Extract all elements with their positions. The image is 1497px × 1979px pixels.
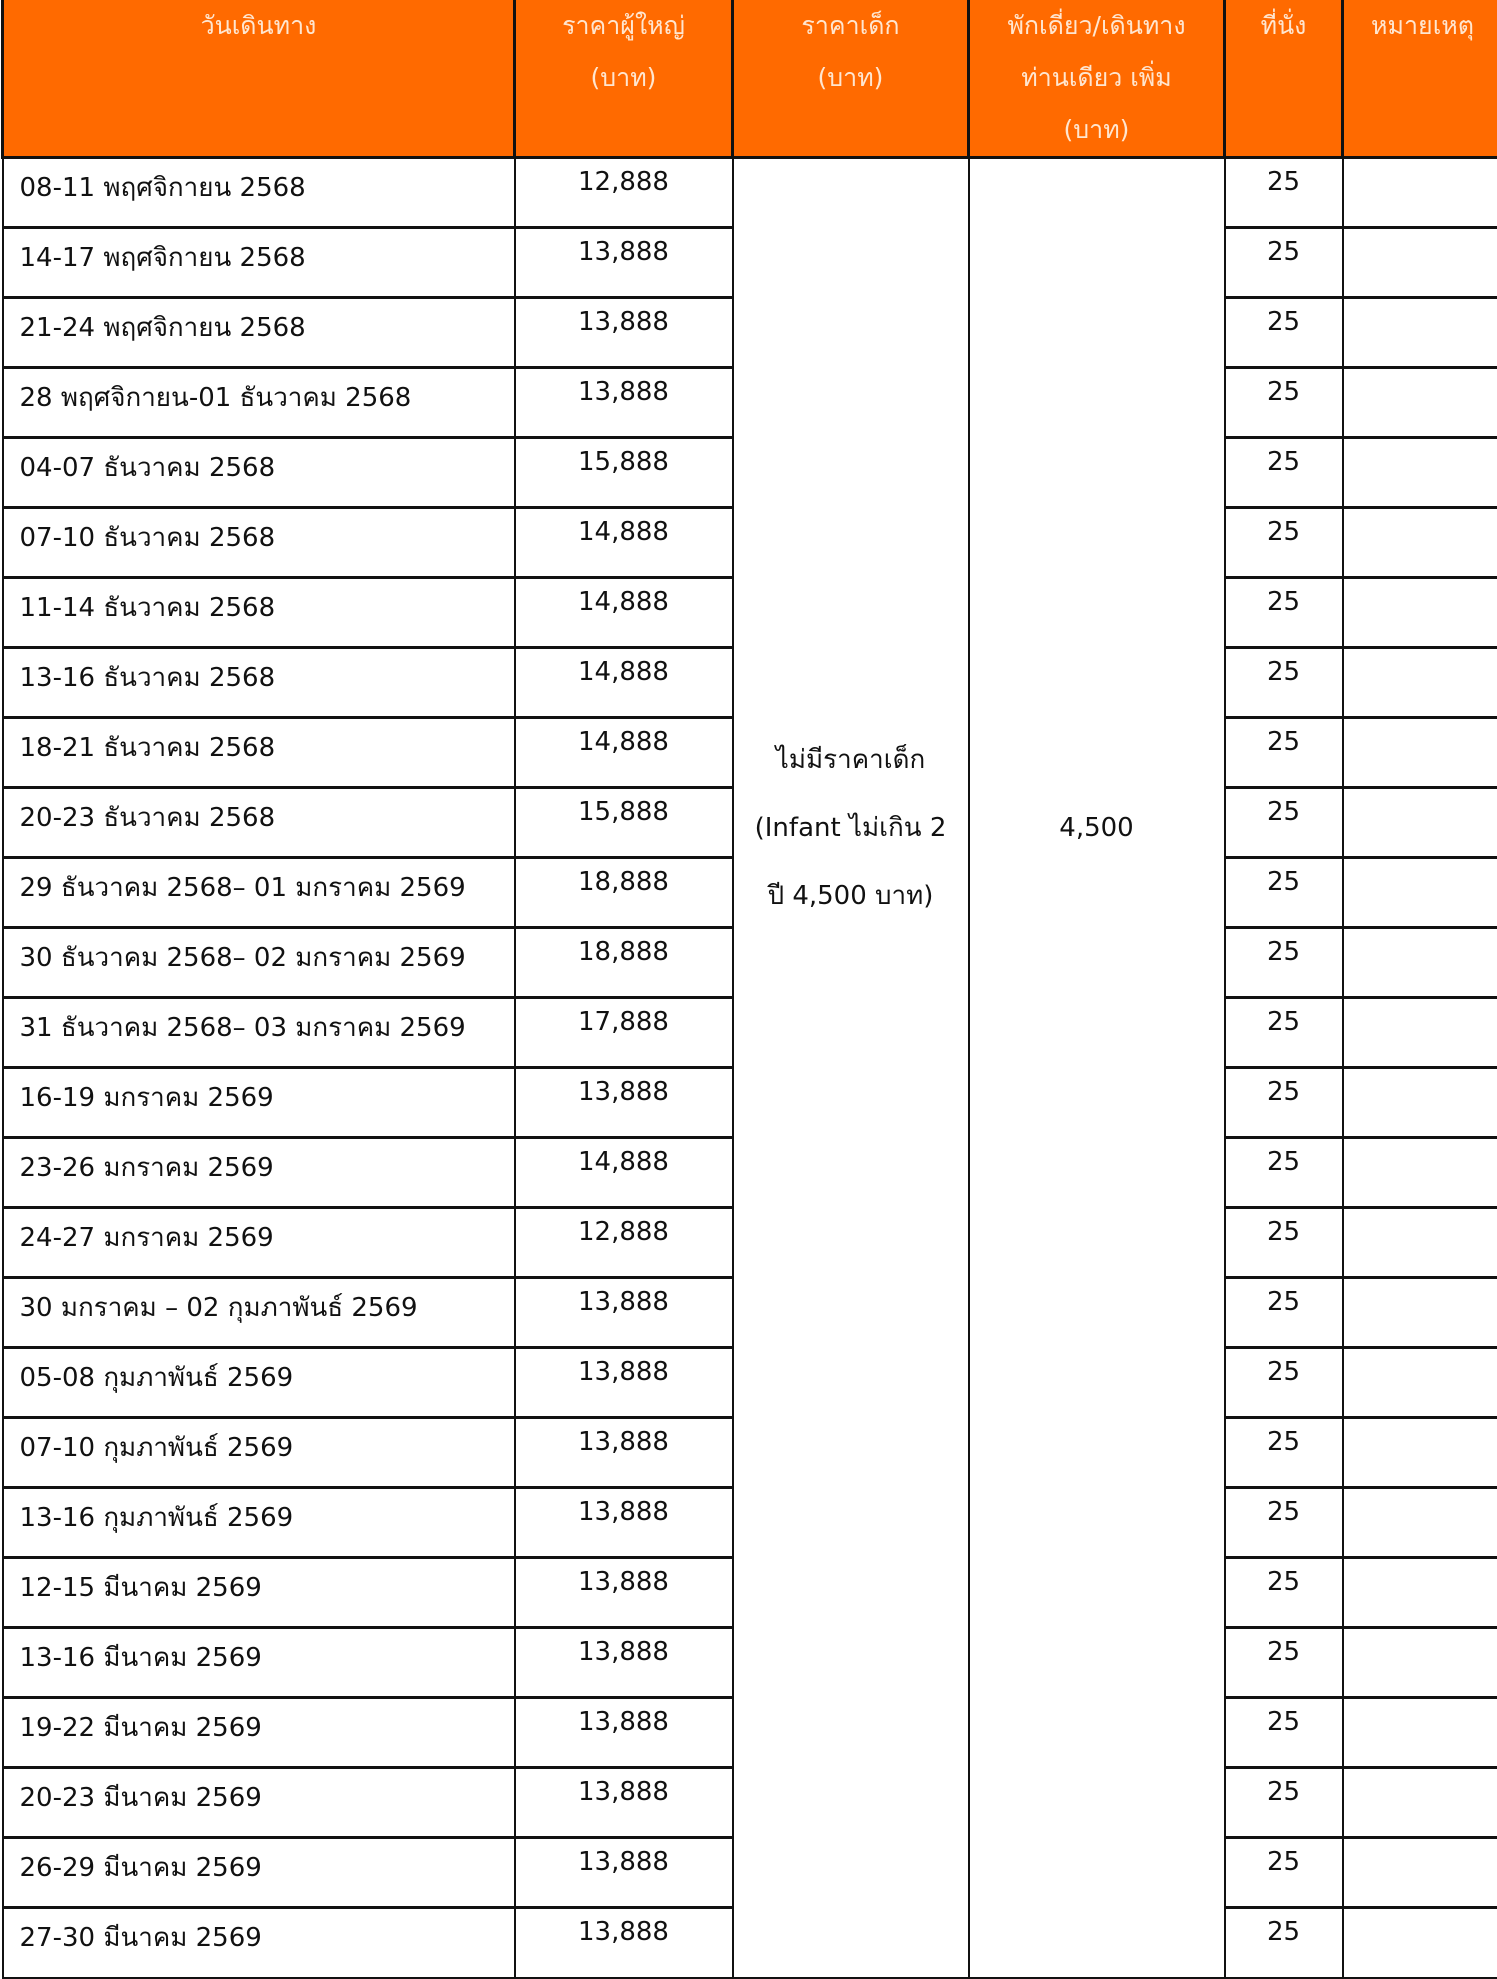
single-supplement-value: 4,500 [970, 794, 1224, 862]
travel-date: 08-11 พฤศจิกายน 2568 [3, 158, 515, 228]
adult-price: 13,888 [515, 1908, 733, 1978]
seats: 25 [1225, 508, 1343, 578]
adult-price: 13,888 [515, 1348, 733, 1418]
adult-price: 13,888 [515, 1418, 733, 1488]
adult-price: 14,888 [515, 1138, 733, 1208]
travel-date: 18-21 ธันวาคม 2568 [3, 718, 515, 788]
travel-date: 14-17 พฤศจิกายน 2568 [3, 228, 515, 298]
remarks [1343, 1908, 1497, 1978]
seats: 25 [1225, 718, 1343, 788]
child-price-note-line: ปี 4,500 บาท) [734, 862, 968, 930]
adult-price: 13,888 [515, 1488, 733, 1558]
header-adult-line1: ราคาผู้ใหญ่ [520, 0, 727, 52]
seats: 25 [1225, 298, 1343, 368]
remarks [1343, 1068, 1497, 1138]
seats: 25 [1225, 1838, 1343, 1908]
travel-date: 19-22 มีนาคม 2569 [3, 1698, 515, 1768]
remarks [1343, 228, 1497, 298]
header-single-line2: ท่านเดียว เพิ่ม [974, 52, 1219, 104]
header-seats [1225, 0, 1343, 158]
header-child-price [733, 0, 969, 158]
seats: 25 [1225, 1698, 1343, 1768]
remarks [1343, 1628, 1497, 1698]
adult-price: 13,888 [515, 1278, 733, 1348]
adult-price: 13,888 [515, 1068, 733, 1138]
adult-price: 13,888 [515, 298, 733, 368]
adult-price: 18,888 [515, 928, 733, 998]
remarks [1343, 1418, 1497, 1488]
seats: 25 [1225, 1138, 1343, 1208]
travel-date: 20-23 มีนาคม 2569 [3, 1768, 515, 1838]
adult-price: 13,888 [515, 1628, 733, 1698]
adult-price: 17,888 [515, 998, 733, 1068]
remarks [1343, 788, 1497, 858]
seats: 25 [1225, 1488, 1343, 1558]
adult-price: 13,888 [515, 368, 733, 438]
adult-price: 14,888 [515, 508, 733, 578]
travel-date: 16-19 มกราคม 2569 [3, 1068, 515, 1138]
remarks [1343, 578, 1497, 648]
travel-date: 28 พฤศจิกายน-01 ธันวาคม 2568 [3, 368, 515, 438]
seats: 25 [1225, 1278, 1343, 1348]
travel-date: 29 ธันวาคม 2568– 01 มกราคม 2569 [3, 858, 515, 928]
adult-price: 12,888 [515, 1208, 733, 1278]
remarks [1343, 158, 1497, 228]
header-child-line2: (บาท) [738, 52, 963, 104]
seats: 25 [1225, 1068, 1343, 1138]
remarks [1343, 718, 1497, 788]
adult-price: 14,888 [515, 718, 733, 788]
adult-price: 18,888 [515, 858, 733, 928]
adult-price: 13,888 [515, 1768, 733, 1838]
remarks [1343, 1138, 1497, 1208]
travel-date: 11-14 ธันวาคม 2568 [3, 578, 515, 648]
adult-price: 13,888 [515, 1838, 733, 1908]
remarks [1343, 1838, 1497, 1908]
adult-price: 13,888 [515, 228, 733, 298]
travel-date: 27-30 มีนาคม 2569 [3, 1908, 515, 1978]
seats: 25 [1225, 1418, 1343, 1488]
header-date [3, 0, 515, 158]
travel-date: 30 ธันวาคม 2568– 02 มกราคม 2569 [3, 928, 515, 998]
remarks [1343, 1698, 1497, 1768]
travel-date: 26-29 มีนาคม 2569 [3, 1838, 515, 1908]
header-adult-price [515, 0, 733, 158]
travel-date: 07-10 กุมภาพันธ์ 2569 [3, 1418, 515, 1488]
seats: 25 [1225, 228, 1343, 298]
child-price-note [734, 726, 968, 930]
child-price-cell [733, 158, 969, 1978]
price-table [1, 0, 1497, 1979]
adult-price: 14,888 [515, 648, 733, 718]
travel-date: 13-16 ธันวาคม 2568 [3, 648, 515, 718]
travel-date: 31 ธันวาคม 2568– 03 มกราคม 2569 [3, 998, 515, 1068]
adult-price: 12,888 [515, 158, 733, 228]
header-date-label: วันเดินทาง [8, 0, 509, 52]
remarks [1343, 298, 1497, 368]
seats: 25 [1225, 1348, 1343, 1418]
seats: 25 [1225, 368, 1343, 438]
remarks [1343, 1768, 1497, 1838]
header-single-supplement [969, 0, 1225, 158]
remarks [1343, 1488, 1497, 1558]
seats: 25 [1225, 1908, 1343, 1978]
seats: 25 [1225, 158, 1343, 228]
remarks [1343, 508, 1497, 578]
remarks [1343, 438, 1497, 508]
header-row [3, 0, 1497, 158]
travel-date: 07-10 ธันวาคม 2568 [3, 508, 515, 578]
remarks [1343, 1208, 1497, 1278]
header-adult-line2: (บาท) [520, 52, 727, 104]
seats: 25 [1225, 928, 1343, 998]
single-supplement-cell [969, 158, 1225, 1978]
child-price-note-line: (Infant ไม่เกิน 2 [734, 794, 968, 862]
child-price-note-line: ไม่มีราคาเด็ก [734, 726, 968, 794]
adult-price: 13,888 [515, 1698, 733, 1768]
seats: 25 [1225, 438, 1343, 508]
seats: 25 [1225, 1558, 1343, 1628]
remarks [1343, 1348, 1497, 1418]
seats: 25 [1225, 788, 1343, 858]
remarks [1343, 998, 1497, 1068]
travel-date: 13-16 มีนาคม 2569 [3, 1628, 515, 1698]
remarks [1343, 648, 1497, 718]
travel-date: 13-16 กุมภาพันธ์ 2569 [3, 1488, 515, 1558]
seats: 25 [1225, 648, 1343, 718]
header-single-line1: พักเดี่ยว/เดินทาง [974, 0, 1219, 52]
travel-date: 20-23 ธันวาคม 2568 [3, 788, 515, 858]
remarks [1343, 1558, 1497, 1628]
travel-date: 21-24 พฤศจิกายน 2568 [3, 298, 515, 368]
travel-date: 23-26 มกราคม 2569 [3, 1138, 515, 1208]
seats: 25 [1225, 858, 1343, 928]
remarks [1343, 368, 1497, 438]
travel-date: 12-15 มีนาคม 2569 [3, 1558, 515, 1628]
seats: 25 [1225, 578, 1343, 648]
remarks [1343, 928, 1497, 998]
seats: 25 [1225, 1208, 1343, 1278]
header-child-line1: ราคาเด็ก [738, 0, 963, 52]
header-single-line3: (บาท) [974, 104, 1219, 156]
seats: 25 [1225, 1628, 1343, 1698]
adult-price: 15,888 [515, 788, 733, 858]
adult-price: 14,888 [515, 578, 733, 648]
seats: 25 [1225, 1768, 1343, 1838]
travel-date: 04-07 ธันวาคม 2568 [3, 438, 515, 508]
adult-price: 15,888 [515, 438, 733, 508]
adult-price: 13,888 [515, 1558, 733, 1628]
seats: 25 [1225, 998, 1343, 1068]
travel-date: 24-27 มกราคม 2569 [3, 1208, 515, 1278]
remarks [1343, 858, 1497, 928]
header-remarks-label: หมายเหตุ [1348, 0, 1497, 52]
header-remarks [1343, 0, 1497, 158]
travel-date: 30 มกราคม – 02 กุมภาพันธ์ 2569 [3, 1278, 515, 1348]
header-seats-label: ที่นั่ง [1230, 0, 1337, 52]
remarks [1343, 1278, 1497, 1348]
table-row [3, 158, 1497, 228]
travel-date: 05-08 กุมภาพันธ์ 2569 [3, 1348, 515, 1418]
